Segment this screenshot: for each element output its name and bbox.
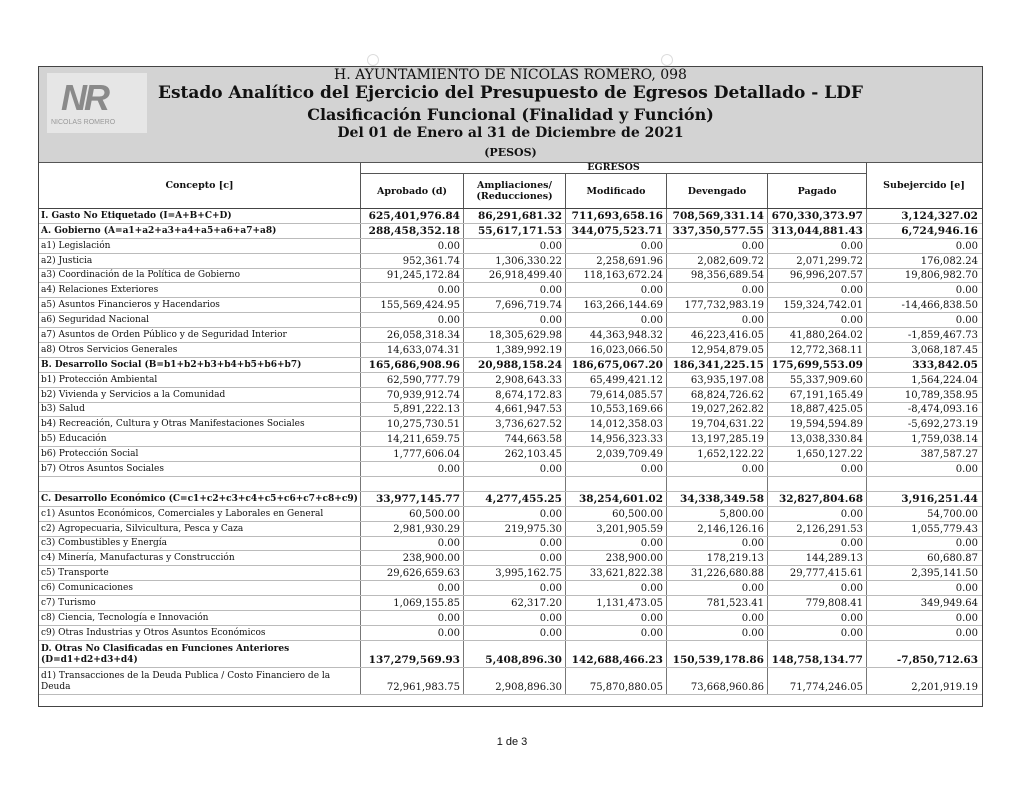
cell-ampliaciones: 0.00 <box>464 626 566 640</box>
cell-ampliaciones: 86,291,681.32 <box>464 209 566 223</box>
table-row <box>39 522 982 537</box>
cell-devengado: 31,226,680.88 <box>667 566 768 580</box>
cell-devengado: 0.00 <box>667 239 768 253</box>
cell-subejercido: 0.00 <box>955 285 978 297</box>
table-row <box>39 403 982 418</box>
cell-subejercido: 2,201,919.19 <box>911 681 978 693</box>
cell-aprobado: 72,961,983.75 <box>361 668 464 694</box>
col-concepto: Concepto [c] <box>39 162 361 208</box>
cell-devengado: 19,704,631.22 <box>667 417 768 431</box>
cell-ampliaciones: 55,617,171.53 <box>464 224 566 238</box>
cell-concepto: I. Gasto No Etiquetado (I=A+B+C+D) <box>39 209 361 223</box>
col-subejercido: Subejercido [e] <box>883 179 965 191</box>
cell-concepto: c7) Turismo <box>39 596 361 610</box>
cell-pagado: 313,044,881.43 <box>768 224 867 238</box>
cell-aprobado: 288,458,352.18 <box>361 224 464 238</box>
cell-devengado: 0.00 <box>667 313 768 327</box>
table-row <box>39 269 982 284</box>
cell-concepto: b2) Vivienda y Servicios a la Comunidad <box>39 388 361 402</box>
cell-pagado: 32,827,804.68 <box>768 492 867 506</box>
cell-pagado: 71,774,246.05 <box>768 668 867 694</box>
cell-aprobado: 62,590,777.79 <box>361 373 464 387</box>
cell-devengado: 0.00 <box>667 462 768 476</box>
cell-subejercido: 1,564,224.04 <box>911 374 978 386</box>
cell-modificado: 238,900.00 <box>566 551 667 565</box>
cell-devengado: 63,935,197.08 <box>667 373 768 387</box>
cell-concepto: c4) Minería, Manufacturas y Construcción <box>39 551 361 565</box>
cell-devengado: 0.00 <box>667 283 768 297</box>
cell-modificado: 2,258,691.96 <box>566 254 667 268</box>
cell-pagado: 779,808.41 <box>768 596 867 610</box>
cell-subejercido: -14,466,838.50 <box>901 300 978 312</box>
cell-concepto: a4) Relaciones Exteriores <box>39 283 361 297</box>
cell-aprobado: 0.00 <box>361 283 464 297</box>
cell-ampliaciones: 0.00 <box>464 581 566 595</box>
report-currency: (PESOS) <box>484 146 537 159</box>
cell-ampliaciones: 0.00 <box>464 551 566 565</box>
cell-concepto: b3) Salud <box>39 403 361 417</box>
cell-modificado: 10,553,169.66 <box>566 403 667 417</box>
cell-subejercido: 349,949.64 <box>920 598 978 610</box>
table-row <box>39 477 982 492</box>
cell-pagado: 41,880,264.02 <box>768 328 867 342</box>
cell-modificado: 0.00 <box>566 626 667 640</box>
cell-aprobado: 2,981,930.29 <box>361 522 464 536</box>
cell-ampliaciones: 1,389,992.19 <box>464 343 566 357</box>
cell-subejercido: 0.00 <box>955 538 978 550</box>
table-row <box>39 343 982 358</box>
cell-devengado: 13,197,285.19 <box>667 432 768 446</box>
cell-modificado: 118,163,672.24 <box>566 269 667 283</box>
report-subtitle: Clasificación Funcional (Finalidad y Función) <box>307 105 714 124</box>
cell-modificado: 1,131,473.05 <box>566 596 667 610</box>
cell-concepto: b4) Recreación, Cultura y Otras Manifestaciones Sociales <box>39 417 361 431</box>
cell-subejercido: -1,859,467.73 <box>907 330 978 342</box>
cell-ampliaciones: 26,918,499.40 <box>464 269 566 283</box>
cell-concepto: c9) Otras Industrias y Otros Asuntos Económicos <box>39 626 361 640</box>
cell-aprobado: 0.00 <box>361 611 464 625</box>
table-row <box>39 611 982 626</box>
cell-subejercido: 0.00 <box>955 464 978 476</box>
cell-ampliaciones: 3,736,627.52 <box>464 417 566 431</box>
cell-concepto: c1) Asuntos Económicos, Comerciales y Laborales en General <box>39 507 361 521</box>
cell-aprobado: 60,500.00 <box>361 507 464 521</box>
cell-devengado: 73,668,960.86 <box>667 668 768 694</box>
cell-ampliaciones: 262,103.45 <box>464 447 566 461</box>
cell-pagado: 18,887,425.05 <box>768 403 867 417</box>
col-devengado: Devengado <box>667 174 768 208</box>
cell-subejercido: 1,759,038.14 <box>911 434 978 446</box>
cell-pagado: 144,289.13 <box>768 551 867 565</box>
cell-subejercido: 19,806,982.70 <box>904 270 978 282</box>
cell-pagado: 96,996,207.57 <box>768 269 867 283</box>
cell-devengado: 0.00 <box>667 537 768 551</box>
table-row <box>39 358 982 373</box>
cell-aprobado: 137,279,569.93 <box>361 641 464 667</box>
cell-modificado: 186,675,067.20 <box>566 358 667 372</box>
cell-subejercido: 3,916,251.44 <box>901 492 978 505</box>
cell-aprobado <box>361 477 464 491</box>
entity-name: H. AYUNTAMIENTO DE NICOLAS ROMERO, 098 <box>334 67 687 83</box>
cell-pagado: 159,324,742.01 <box>768 298 867 312</box>
cell-subejercido: 54,700.00 <box>927 508 978 520</box>
cell-ampliaciones: 0.00 <box>464 507 566 521</box>
col-pagado: Pagado <box>768 174 867 208</box>
cell-pagado: 2,071,299.72 <box>768 254 867 268</box>
cell-subejercido: 3,068,187.45 <box>911 344 978 356</box>
cell-pagado: 0.00 <box>768 626 867 640</box>
cell-ampliaciones: 744,663.58 <box>464 432 566 446</box>
cell-modificado: 65,499,421.12 <box>566 373 667 387</box>
cell-concepto: b1) Protección Ambiental <box>39 373 361 387</box>
cell-subejercido: 3,124,327.02 <box>901 209 978 222</box>
cell-ampliaciones: 62,317.20 <box>464 596 566 610</box>
cell-concepto: b5) Educación <box>39 432 361 446</box>
col-group-egresos: EGRESOS <box>361 162 867 174</box>
cell-pagado: 175,699,553.09 <box>768 358 867 372</box>
cell-devengado: 708,569,331.14 <box>667 209 768 223</box>
cell-pagado: 0.00 <box>768 507 867 521</box>
cell-aprobado: 1,777,606.04 <box>361 447 464 461</box>
cell-subejercido: 6,724,946.16 <box>901 224 978 237</box>
cell-devengado: 0.00 <box>667 611 768 625</box>
cell-aprobado: 0.00 <box>361 581 464 595</box>
cell-modificado: 163,266,144.69 <box>566 298 667 312</box>
report-title: Estado Analítico del Ejercicio del Presupuesto de Egresos Detallado - LDF <box>158 83 863 103</box>
cell-pagado: 67,191,165.49 <box>768 388 867 402</box>
cell-ampliaciones: 0.00 <box>464 283 566 297</box>
cell-ampliaciones: 20,988,158.24 <box>464 358 566 372</box>
cell-aprobado: 165,686,908.96 <box>361 358 464 372</box>
cell-subejercido: 2,395,141.50 <box>911 568 978 580</box>
cell-concepto <box>39 477 361 491</box>
cell-pagado: 19,594,594.89 <box>768 417 867 431</box>
cell-pagado: 55,337,909.60 <box>768 373 867 387</box>
cell-devengado: 177,732,983.19 <box>667 298 768 312</box>
table-row <box>39 596 982 611</box>
cell-modificado: 44,363,948.32 <box>566 328 667 342</box>
col-ampliaciones: Ampliaciones/ (Reducciones) <box>464 174 566 208</box>
cell-ampliaciones: 8,674,172.83 <box>464 388 566 402</box>
logo-mark: NR <box>61 77 107 118</box>
cell-subejercido <box>867 477 981 491</box>
cell-devengado: 186,341,225.15 <box>667 358 768 372</box>
cell-devengado: 2,082,609.72 <box>667 254 768 268</box>
cell-ampliaciones: 5,408,896.30 <box>464 641 566 667</box>
cell-ampliaciones: 18,305,629.98 <box>464 328 566 342</box>
cell-devengado: 19,027,262.82 <box>667 403 768 417</box>
cell-pagado: 0.00 <box>768 239 867 253</box>
cell-ampliaciones: 0.00 <box>464 313 566 327</box>
cell-devengado: 337,350,577.55 <box>667 224 768 238</box>
cell-ampliaciones: 0.00 <box>464 462 566 476</box>
cell-modificado: 60,500.00 <box>566 507 667 521</box>
cell-ampliaciones: 4,661,947.53 <box>464 403 566 417</box>
table-row <box>39 388 982 403</box>
cell-aprobado: 29,626,659.63 <box>361 566 464 580</box>
cell-aprobado: 14,211,659.75 <box>361 432 464 446</box>
cell-subejercido: 0.00 <box>955 315 978 327</box>
punch-hole-right <box>661 54 673 66</box>
cell-aprobado: 33,977,145.77 <box>361 492 464 506</box>
cell-modificado: 344,075,523.71 <box>566 224 667 238</box>
cell-modificado: 38,254,601.02 <box>566 492 667 506</box>
cell-pagado: 148,758,134.77 <box>768 641 867 667</box>
cell-concepto: a1) Legislación <box>39 239 361 253</box>
cell-devengado: 781,523.41 <box>667 596 768 610</box>
cell-aprobado: 1,069,155.85 <box>361 596 464 610</box>
cell-devengado: 2,146,126.16 <box>667 522 768 536</box>
cell-devengado <box>667 477 768 491</box>
budget-table-body <box>39 208 982 695</box>
cell-ampliaciones: 2,908,643.33 <box>464 373 566 387</box>
cell-ampliaciones: 219,975.30 <box>464 522 566 536</box>
col-modificado: Modificado <box>566 174 667 208</box>
cell-concepto: a8) Otros Servicios Generales <box>39 343 361 357</box>
table-row <box>39 581 982 596</box>
cell-ampliaciones: 7,696,719.74 <box>464 298 566 312</box>
cell-aprobado: 10,275,730.51 <box>361 417 464 431</box>
cell-modificado: 2,039,709.49 <box>566 447 667 461</box>
cell-modificado: 79,614,085.57 <box>566 388 667 402</box>
cell-ampliaciones: 0.00 <box>464 537 566 551</box>
punch-hole-left <box>367 54 379 66</box>
cell-concepto: c5) Transporte <box>39 566 361 580</box>
cell-ampliaciones: 2,908,896.30 <box>464 668 566 694</box>
cell-subejercido: -8,474,093.16 <box>907 404 978 416</box>
cell-modificado: 0.00 <box>566 611 667 625</box>
cell-concepto: B. Desarrollo Social (B=b1+b2+b3+b4+b5+b6+b7) <box>39 358 361 372</box>
cell-concepto: a7) Asuntos de Orden Público y de Seguridad Interior <box>39 328 361 342</box>
cell-aprobado: 70,939,912.74 <box>361 388 464 402</box>
logo-subtext: NICOLAS ROMERO <box>51 119 116 126</box>
cell-ampliaciones: 3,995,162.75 <box>464 566 566 580</box>
cell-concepto: D. Otras No Clasificadas en Funciones Anteriores (D=d1+d2+d3+d4) <box>39 641 361 667</box>
report-header <box>39 67 982 163</box>
cell-aprobado: 5,891,222.13 <box>361 403 464 417</box>
cell-devengado: 34,338,349.58 <box>667 492 768 506</box>
cell-aprobado: 0.00 <box>361 462 464 476</box>
cell-concepto: a2) Justicia <box>39 254 361 268</box>
cell-concepto: a6) Seguridad Nacional <box>39 313 361 327</box>
cell-subejercido: -7,850,712.63 <box>896 653 978 666</box>
cell-modificado: 75,870,880.05 <box>566 668 667 694</box>
cell-devengado: 150,539,178.86 <box>667 641 768 667</box>
cell-concepto: C. Desarrollo Económico (C=c1+c2+c3+c4+c5+c6+c7+c8+c9) <box>39 492 361 506</box>
cell-subejercido: 333,842.05 <box>912 358 978 371</box>
table-row <box>39 239 982 254</box>
cell-aprobado: 0.00 <box>361 313 464 327</box>
cell-concepto: A. Gobierno (A=a1+a2+a3+a4+a5+a6+a7+a8) <box>39 224 361 238</box>
table-row <box>39 566 982 581</box>
table-row <box>39 373 982 388</box>
cell-concepto: a3) Coordinación de la Política de Gobierno <box>39 269 361 283</box>
cell-ampliaciones: 1,306,330.22 <box>464 254 566 268</box>
table-row <box>39 298 982 313</box>
cell-pagado: 12,772,368.11 <box>768 343 867 357</box>
cell-subejercido: 1,055,779.43 <box>911 523 978 535</box>
cell-modificado: 0.00 <box>566 313 667 327</box>
cell-pagado <box>768 477 867 491</box>
cell-subejercido: 0.00 <box>955 240 978 252</box>
cell-aprobado: 14,633,074.31 <box>361 343 464 357</box>
cell-modificado: 711,693,658.16 <box>566 209 667 223</box>
cell-pagado: 0.00 <box>768 537 867 551</box>
cell-pagado: 13,038,330.84 <box>768 432 867 446</box>
table-row <box>39 283 982 298</box>
table-row <box>39 209 982 224</box>
report-period: Del 01 de Enero al 31 de Diciembre de 2021 <box>337 125 684 141</box>
cell-aprobado: 625,401,976.84 <box>361 209 464 223</box>
cell-devengado: 98,356,689.54 <box>667 269 768 283</box>
report-frame <box>38 66 983 707</box>
cell-pagado: 670,330,373.97 <box>768 209 867 223</box>
cell-pagado: 29,777,415.61 <box>768 566 867 580</box>
cell-devengado: 12,954,879.05 <box>667 343 768 357</box>
cell-concepto: c2) Agropecuaria, Silvicultura, Pesca y Caza <box>39 522 361 536</box>
cell-devengado: 0.00 <box>667 626 768 640</box>
cell-devengado: 46,223,416.05 <box>667 328 768 342</box>
cell-subejercido: 10,789,358.95 <box>904 389 978 401</box>
table-row <box>39 313 982 328</box>
cell-pagado: 2,126,291.53 <box>768 522 867 536</box>
cell-pagado: 0.00 <box>768 611 867 625</box>
cell-concepto: a5) Asuntos Financieros y Hacendarios <box>39 298 361 312</box>
table-row <box>39 626 982 641</box>
cell-subejercido: 0.00 <box>955 612 978 624</box>
table-row <box>39 224 982 239</box>
cell-devengado: 68,824,726.62 <box>667 388 768 402</box>
cell-ampliaciones: 0.00 <box>464 239 566 253</box>
cell-concepto: c3) Combustibles y Energía <box>39 537 361 551</box>
table-row <box>39 537 982 552</box>
table-row <box>39 551 982 566</box>
table-row <box>39 492 982 507</box>
cell-pagado: 1,650,127.22 <box>768 447 867 461</box>
cell-ampliaciones: 4,277,455.25 <box>464 492 566 506</box>
cell-aprobado: 0.00 <box>361 626 464 640</box>
table-row <box>39 507 982 522</box>
cell-concepto: b7) Otros Asuntos Sociales <box>39 462 361 476</box>
table-row <box>39 668 982 695</box>
cell-aprobado: 0.00 <box>361 239 464 253</box>
col-aprobado: Aprobado (d) <box>361 174 464 208</box>
cell-aprobado: 238,900.00 <box>361 551 464 565</box>
cell-concepto: b6) Protección Social <box>39 447 361 461</box>
table-row <box>39 328 982 343</box>
table-row <box>39 447 982 462</box>
cell-aprobado: 26,058,318.34 <box>361 328 464 342</box>
cell-pagado: 0.00 <box>768 581 867 595</box>
cell-aprobado: 155,569,424.95 <box>361 298 464 312</box>
cell-modificado: 0.00 <box>566 537 667 551</box>
cell-modificado <box>566 477 667 491</box>
cell-modificado: 0.00 <box>566 239 667 253</box>
cell-pagado: 0.00 <box>768 283 867 297</box>
cell-ampliaciones: 0.00 <box>464 611 566 625</box>
cell-devengado: 5,800.00 <box>667 507 768 521</box>
cell-devengado: 0.00 <box>667 581 768 595</box>
table-row <box>39 417 982 432</box>
cell-subejercido: 0.00 <box>955 627 978 639</box>
table-row <box>39 432 982 447</box>
cell-concepto: d1) Transacciones de la Deuda Publica / Costo Financiero de la Deuda <box>39 668 361 694</box>
cell-devengado: 1,652,122.22 <box>667 447 768 461</box>
cell-subejercido: 0.00 <box>955 583 978 595</box>
cell-modificado: 0.00 <box>566 462 667 476</box>
table-row <box>39 641 982 668</box>
cell-pagado: 0.00 <box>768 313 867 327</box>
cell-modificado: 0.00 <box>566 283 667 297</box>
cell-modificado: 3,201,905.59 <box>566 522 667 536</box>
cell-aprobado: 0.00 <box>361 537 464 551</box>
cell-modificado: 14,956,323.33 <box>566 432 667 446</box>
cell-modificado: 0.00 <box>566 581 667 595</box>
cell-modificado: 14,012,358.03 <box>566 417 667 431</box>
cell-concepto: c6) Comunicaciones <box>39 581 361 595</box>
cell-subejercido: 387,587.27 <box>920 449 978 461</box>
cell-aprobado: 91,245,172.84 <box>361 269 464 283</box>
cell-aprobado: 952,361.74 <box>361 254 464 268</box>
cell-subejercido: -5,692,273.19 <box>907 419 978 431</box>
cell-modificado: 142,688,466.23 <box>566 641 667 667</box>
table-row <box>39 462 982 477</box>
cell-subejercido: 60,680.87 <box>927 553 978 565</box>
cell-pagado: 0.00 <box>768 462 867 476</box>
cell-devengado: 178,219.13 <box>667 551 768 565</box>
table-row <box>39 254 982 269</box>
cell-modificado: 16,023,066.50 <box>566 343 667 357</box>
cell-concepto: c8) Ciencia, Tecnología e Innovación <box>39 611 361 625</box>
cell-ampliaciones <box>464 477 566 491</box>
cell-modificado: 33,621,822.38 <box>566 566 667 580</box>
cell-subejercido: 176,082.24 <box>920 255 978 267</box>
column-headers <box>39 162 982 208</box>
page-number: 1 de 3 <box>496 736 528 748</box>
